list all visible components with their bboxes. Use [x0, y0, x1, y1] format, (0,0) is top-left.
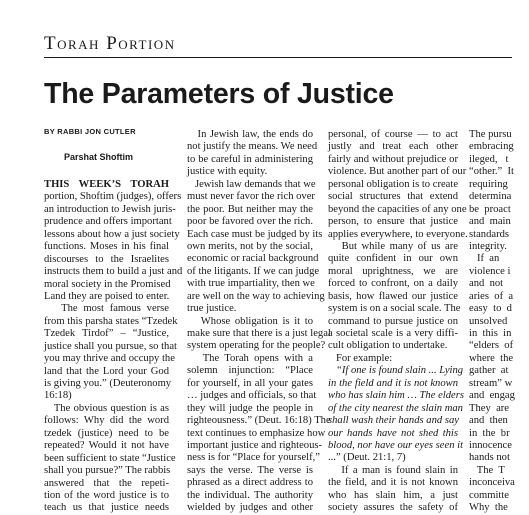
body-text-line: been sufficient to state “Justice: [44, 452, 176, 464]
body-text-line: ...” (Deut. 21:1, 7): [328, 452, 406, 464]
body-text-line: blood, nor have our eyes seen it: [328, 439, 464, 451]
body-text-line: and engag: [469, 390, 515, 402]
body-text-line: violence. But another part of our: [328, 166, 467, 178]
body-text-line: the poor. But neither may the: [187, 203, 313, 215]
body-text-line: must never favor the rich over: [187, 191, 315, 203]
body-text-line: own merits, not by the social,: [187, 240, 313, 252]
body-text-line: system is on a social scale. The: [328, 303, 461, 315]
body-text-line: standards: [469, 228, 510, 240]
body-text-line: basis, how flawed our justice: [328, 290, 458, 302]
body-text-line: and not: [469, 278, 504, 290]
body-text-line: forced to confront, on a daily: [328, 278, 458, 290]
body-text-line: In Jewish law, the ends do: [187, 129, 313, 140]
body-text-line: embracing: [469, 141, 514, 153]
body-text-line: and main: [469, 216, 511, 228]
body-text-line: answered that the repeti-: [44, 477, 169, 489]
body-text-line: shall wash their hands and say: [328, 415, 459, 427]
body-text-line: in this in: [469, 328, 512, 339]
body-text-line: an introduction to Jewish juris-: [44, 203, 176, 215]
body-text-line: portion, Shoftim (judges), offers: [44, 191, 182, 203]
body-text-line: who has slain him … The elders: [328, 390, 464, 402]
body-text-line: instructs them to build a just and: [44, 266, 183, 278]
body-text-line: person, to ensure that justice: [328, 216, 458, 228]
body-text-line: Why the: [469, 502, 508, 514]
body-text-line: wielded by judges and other: [187, 502, 313, 514]
body-text-line: For example:: [328, 352, 393, 364]
body-text-line: make sure that there is a just legal: [187, 328, 331, 339]
body-text-line: society assures the safety of: [328, 502, 458, 514]
body-text-line: unsolved: [469, 315, 508, 327]
body-text-line: committe: [469, 489, 510, 501]
body-text-line: The pursu: [469, 129, 512, 140]
body-text-line: fairly and without prejudice or: [328, 153, 458, 165]
section-label: Torah Portion: [44, 33, 176, 54]
body-text-line: is giving you.” (Deuteronomy: [44, 378, 172, 389]
body-text-line: righteousness.” (Deut. 16:18) The: [187, 415, 331, 427]
body-text-line: economic or racial background: [187, 253, 319, 265]
body-text-line: and then: [469, 415, 508, 427]
body-text-line: innocence: [469, 439, 512, 451]
body-text-line: they will judge the people in: [187, 402, 313, 414]
body-column-3: [328, 129, 468, 514]
body-text-line: Land they are poised to enter.: [44, 290, 170, 302]
body-text-line: Each case must be judged by its: [187, 228, 323, 240]
body-text-line: ileged, t: [469, 153, 509, 165]
body-text-line: who has slain him, a just: [328, 489, 458, 501]
body-text-line: shall you pursue?” The rabbis: [44, 465, 171, 477]
body-text-line: justice with equity.: [187, 166, 268, 178]
body-text-line: follows: Why did the word: [44, 415, 169, 427]
body-text-line: you may thrive and occupy the: [44, 353, 175, 365]
body-text-line: 16:18): [44, 390, 72, 402]
body-text-line: the individual. The authority: [187, 489, 313, 501]
body-text-line: teach us that justice needs: [44, 502, 169, 514]
body-text-line: phrased as a direct address to: [187, 477, 313, 489]
body-text-line: aries of a: [469, 290, 514, 302]
body-text-line: Jewish law demands that we: [187, 178, 316, 190]
body-text-line: discourses to the Israelites: [44, 253, 169, 265]
body-text-line: lessons about how a just society: [44, 228, 180, 240]
body-text-line: gather at: [469, 365, 509, 377]
section-divider: [44, 57, 512, 58]
body-text-line: Whose obligation is it to: [187, 315, 313, 327]
body-text-line: solemn injunction: “Place: [187, 365, 313, 377]
body-text-line: “other.” It: [469, 166, 515, 178]
body-text-line: violence i: [469, 265, 511, 277]
body-text-line: text continues to emphasize how: [187, 427, 326, 439]
body-text-line: hands not: [469, 452, 510, 464]
article-byline: BY RABBI JON CUTLER: [44, 127, 136, 136]
body-text-line: ness is for “Place for yourself,”: [187, 452, 320, 464]
body-text-line: determina: [469, 191, 512, 203]
article-headline: The Parameters of Justice: [44, 78, 394, 110]
body-text-line: with true impartiality, then we: [187, 278, 315, 290]
body-text-line: to be careful in administering: [187, 153, 313, 165]
body-text-line: The Torah opens with a: [187, 352, 313, 364]
body-text-line: tzedek (justice) need to be: [44, 427, 169, 439]
body-text-line: integrity.: [469, 240, 507, 252]
body-text-line: land that the Lord your God: [44, 365, 169, 377]
body-text-line: But while many of us are: [328, 240, 458, 252]
body-text-line: tion of the word justice is to: [44, 489, 169, 501]
body-text-line: important justice and righteous-: [187, 439, 323, 451]
body-text-line: social structures that extend: [328, 191, 458, 203]
body-text-line: cult obligation to undertake.: [328, 340, 448, 352]
body-text-line: from this parsha states “Tzedek: [44, 315, 178, 327]
body-text-line: the field, and it is not known: [328, 477, 458, 489]
body-text-line: … judges and officials, so that: [187, 390, 317, 402]
body-text-line: The most famous verse: [44, 303, 169, 315]
body-text-line: requiring: [469, 178, 508, 190]
body-text-line: If an: [469, 253, 500, 265]
body-text-line: system operating for the people?: [187, 340, 326, 352]
body-text-line: be proact: [469, 203, 511, 215]
body-text-line: not justify the means. We need: [187, 141, 318, 153]
body-text-line: applies everywhere, to everyone.: [328, 228, 468, 240]
body-column-4: [469, 129, 529, 512]
body-text-line: repeated? Would it not have: [44, 440, 169, 452]
body-text-line: where the: [469, 352, 514, 364]
body-text-line: says the verse. The verse is: [187, 464, 313, 476]
body-text-line: in the br: [469, 427, 510, 439]
body-text-line: command to pursue justice on: [328, 315, 458, 327]
body-text-line: for yourself, in all your gates: [187, 377, 313, 389]
body-text-line: justly and treat each other: [328, 141, 458, 153]
body-text-line: prudence and offers important: [44, 216, 172, 228]
body-text-line: poor be favored over the rich.: [187, 216, 313, 228]
body-text-line: Tzedek Tirdof” – “Justice,: [44, 328, 169, 340]
body-text-line: our hands have not shed this: [328, 427, 458, 439]
body-text-line: moral society in the Promised: [44, 278, 171, 290]
body-text-line: personal, of course — to act: [328, 129, 458, 140]
body-text-line: of the litigants. If we can judge: [187, 265, 320, 277]
body-text-line: stream” w: [469, 377, 513, 389]
body-text-line: THIS WEEK’S TORAH: [44, 179, 169, 190]
body-text-line: inconceiva: [469, 477, 515, 489]
body-text-line: personal obligation is to create: [328, 178, 459, 190]
body-column-1: [44, 179, 183, 514]
body-text-line: true justice.: [187, 303, 237, 315]
body-text-line: of the city nearest the slain man: [328, 402, 463, 414]
body-text-line: The T: [469, 464, 505, 476]
body-text-line: justice shall you pursue, so that: [44, 340, 177, 352]
body-text-line: a societal scale is a very diffi-: [328, 328, 458, 339]
body-text-line: functions. Moses in his final: [44, 241, 169, 253]
body-column-2: [187, 129, 331, 514]
body-text-line: beyond the capacities of any one: [328, 203, 467, 215]
body-text-line: “If one is found slain ... Lying: [328, 365, 464, 377]
body-text-line: If a man is found slain in: [328, 464, 458, 476]
body-text-line: The obvious question is as: [44, 402, 169, 414]
body-text-line: moral uprightness, we are: [328, 265, 458, 277]
body-text-line: are well on the way to achieving: [187, 290, 325, 302]
body-text-line: “elders of: [469, 340, 514, 352]
body-text-line: easy to d: [469, 303, 512, 315]
body-text-line: They are: [469, 402, 509, 414]
body-text-line: quite confident in our own: [328, 253, 458, 265]
article-subhead: Parshat Shoftim: [64, 152, 134, 162]
body-text-line: in the field and it is not known: [328, 377, 458, 389]
